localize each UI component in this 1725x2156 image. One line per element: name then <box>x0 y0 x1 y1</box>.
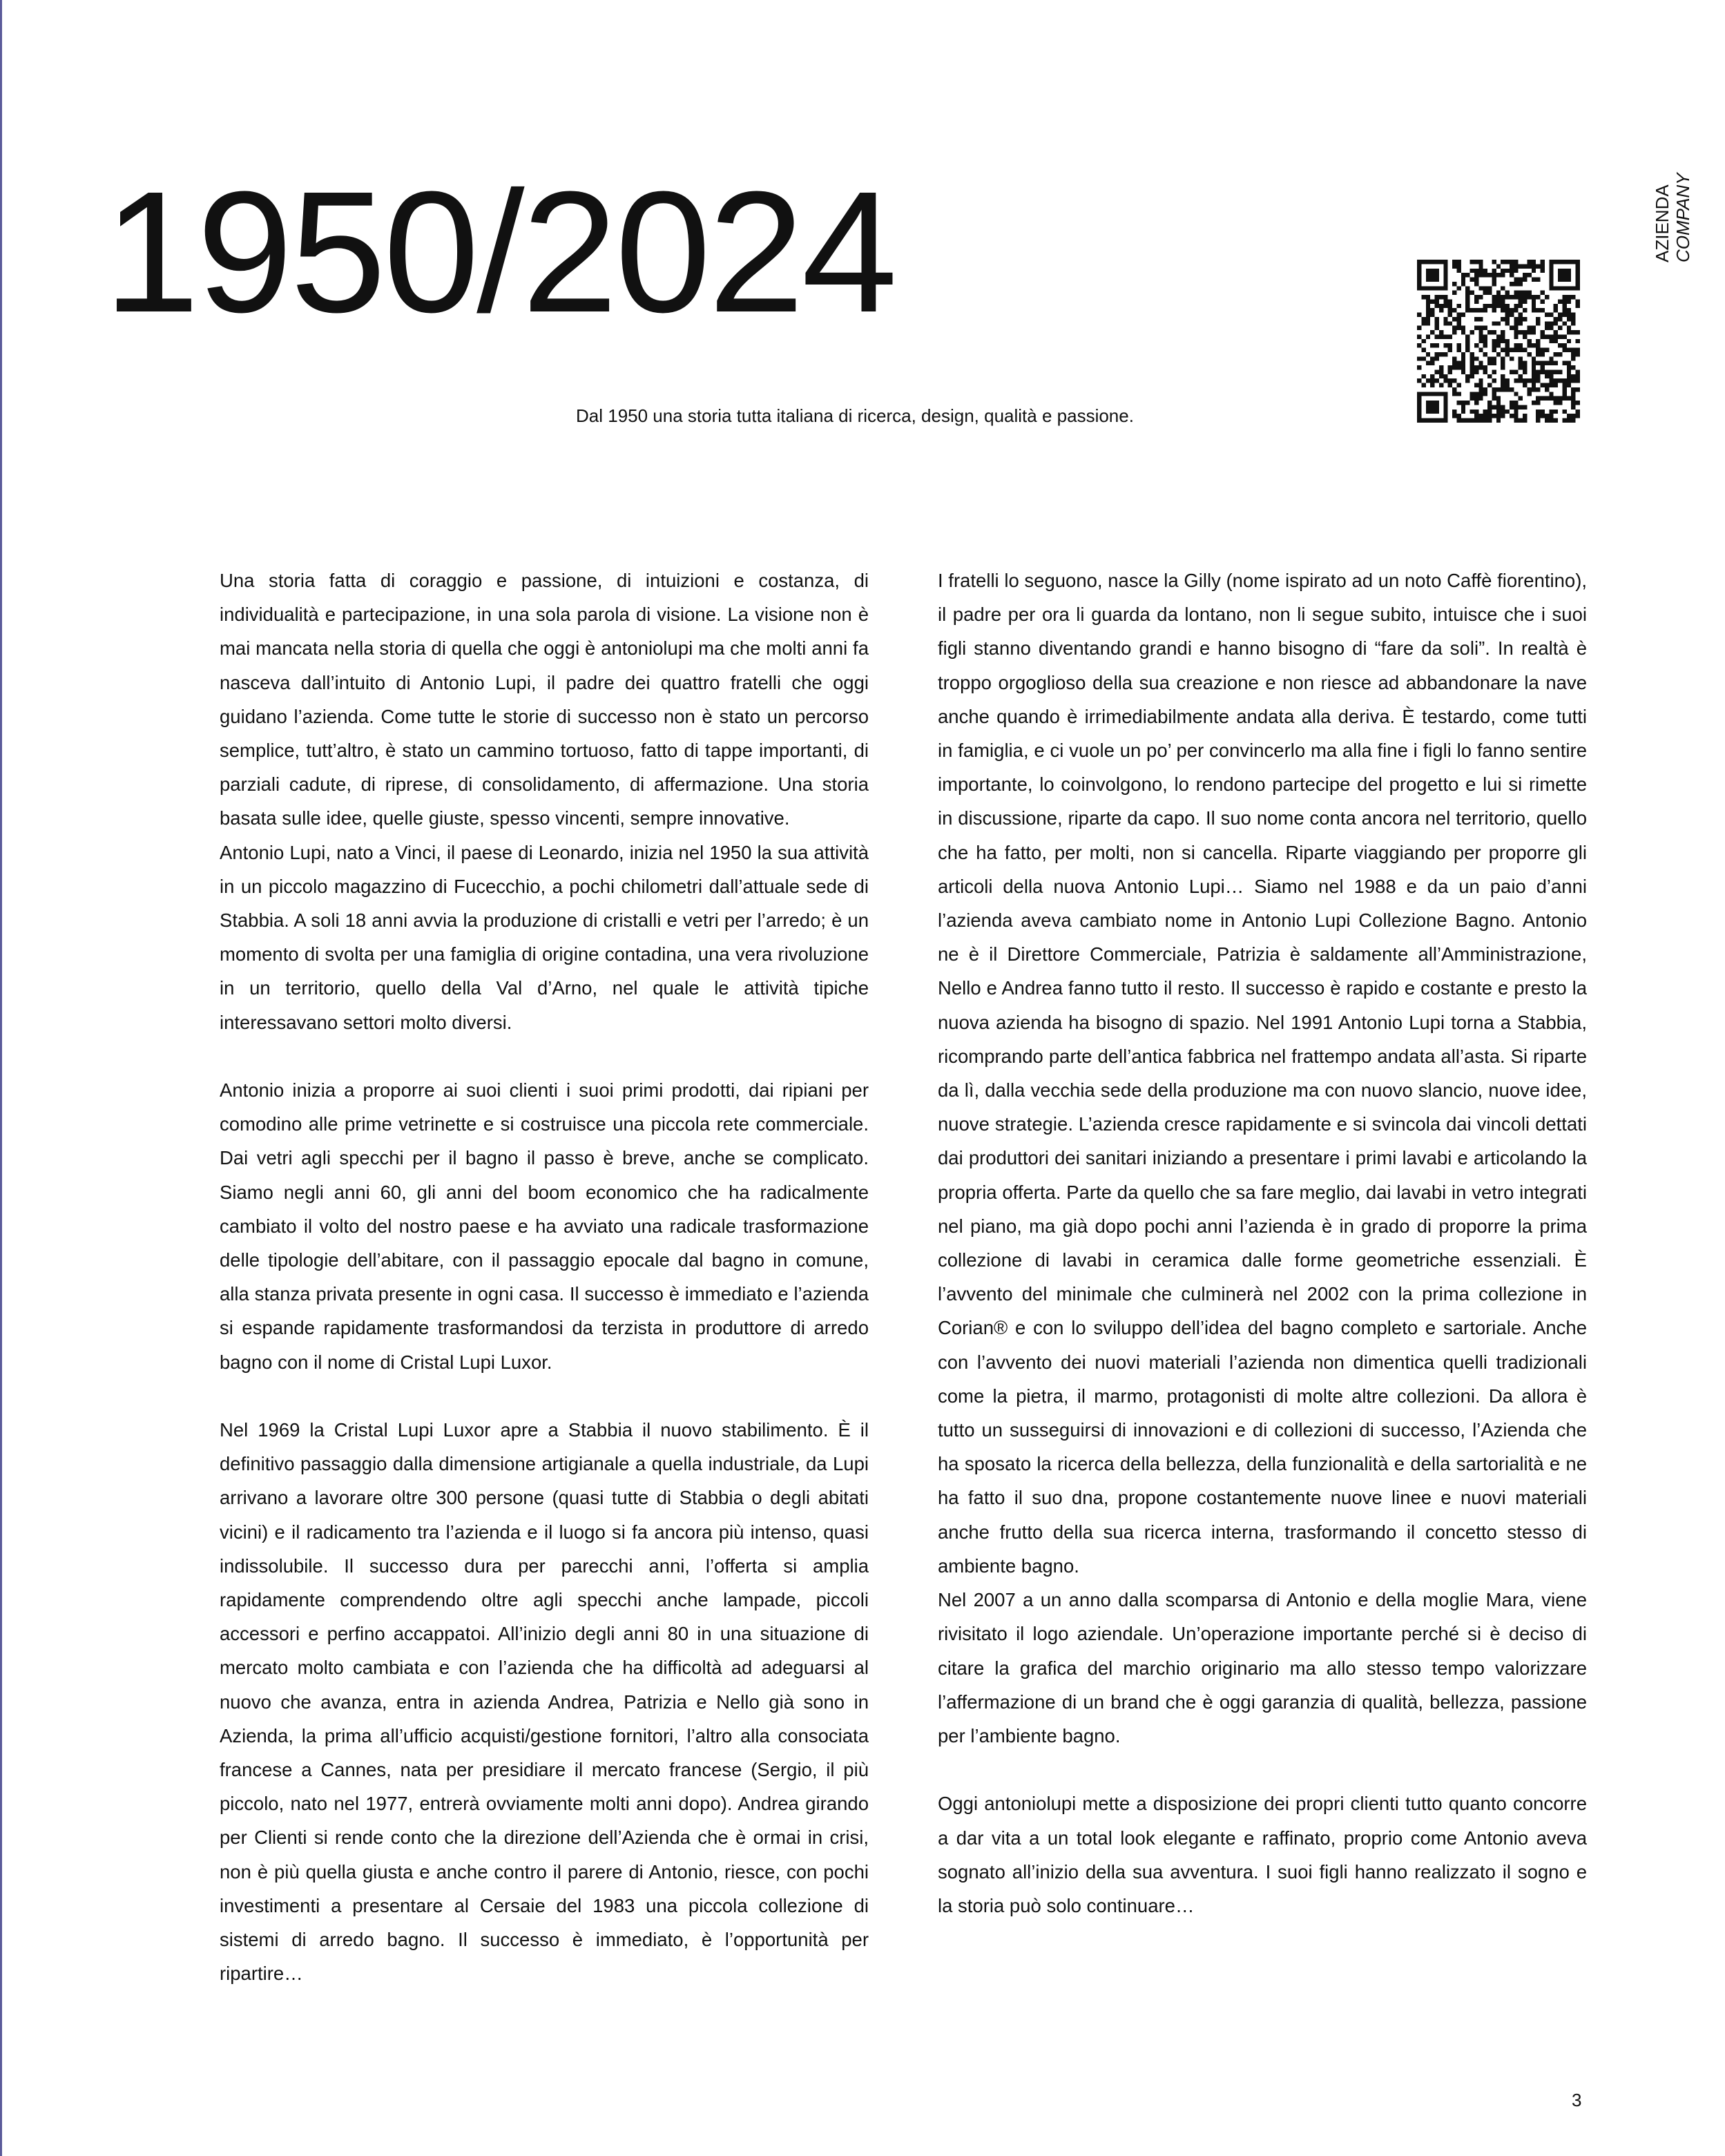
section-tag-english: COMPANY <box>1673 173 1693 262</box>
paragraph: Una storia fatta di coraggio e passione, di intuizioni e costanza, di individualità e partecipazione, in una sola parola di visione. La visione non è mai mancata nella storia di quella che oggi è antoniolupi ma che molti anni fa nasceva dall’intuito di Antonio Lupi, il padre dei quattro fratelli che oggi guidano l’azienda. Come tutte le storie di successo non è stato un percorso semplice, tutt’altro, è stato un cammino tortuoso, fatto di tappe importanti, di parziali cadute, di riprese, di consolidamento, di affermazione. Una storia basata sulle idee, quelle giuste, spesso vincenti, sempre innovative. <box>220 570 869 829</box>
page-number: 3 <box>1572 2090 1582 2110</box>
section-tag-italian: AZIENDA <box>1652 184 1673 262</box>
text-column-right <box>938 564 1587 1923</box>
section-tag <box>1652 171 1707 262</box>
paragraph: I fratelli lo seguono, nasce la Gilly (nome ispirato ad un noto Caffè fiorentino), il padre per ora li guarda da lontano, non li segue subito, intuisce che i suoi figli stanno diventando grandi e hanno bisogno di “fare da soli”. In realtà è troppo orgoglioso della sua creazione e non riesce ad abbandonare la nave anche quando è irrimediabilmente andata alla deriva. È testardo, come tutti in famiglia, e ci vuole un po’ per convincerlo ma alla fine i figli lo fanno sentire importante, lo coinvolgono, lo rendono partecipe del progetto e lui si rimette in discussione, riparte da capo. Il suo nome conta ancora nel territorio, quello che ha fatto, per molti, non si cancella. Riparte viaggiando per proporre gli articoli della nuova Antonio Lupi… Siamo nel 1988 e da un paio d’anni l’azienda aveva cambiato nome in Antonio Lupi Collezione Bagno. Antonio ne è il Direttore Commerciale, Patrizia è saldamente all’Amministrazione, Nello e Andrea fanno tutto il resto. Il successo è rapido e costante e presto la nuova azienda ha bisogno di spazio. Nel 1991 Antonio Lupi torna a Stabbia, ricomprando parte dell’antica fabbrica nel frattempo andata all’asta. Si riparte da lì, dalla vecchia sede della produzione ma con nuovo slancio, nuove idee, nuove strategie. L’azienda cresce rapidamente e si svincola dai vincoli dettati dai produttori dei sanitari iniziando a presentare i primi lavabi e articolando la propria offerta. Parte da quello che sa fare meglio, dai lavabi in vetro integrati nel piano, ma già dopo pochi anni l’azienda è in grado di proporre la prima collezione di lavabi in ceramica dalle forme geometriche essenziali. È l’avvento del minimale che culminerà nel 2002 con la prima collezione in Corian® e con lo sviluppo dell’idea del bagno completo e sartoriale. Anche con l’avvento dei nuovi materiali l’azienda non dimentica quelli tradizionali come la pietra, il marmo, protagonisti di molte altre collezioni. Da allora è tutto un susseguirsi di innovazioni e di collezioni di successo, l’Azienda che ha sposato la ricerca della bellezza, della funzionalità e della sartorialità e ne ha fatto il suo dna, propone costantemente nuove linee e nuovi materiali anche frutto della sua ricerca interna, trasformando il concetto stesso di ambiente bagno. <box>938 570 1587 1577</box>
text-column-left <box>220 564 869 1991</box>
page-edge-rule <box>0 0 2 2156</box>
page-subtitle: Dal 1950 una storia tutta italiana di ricerca, design, qualità e passione. <box>576 405 1134 426</box>
paragraph: Nel 1969 la Cristal Lupi Luxor apre a Stabbia il nuovo stabilimento. È il definitivo passaggio dalla dimensione artigianale a quella industriale, da Lupi arrivano a lavorare oltre 300 persone (quasi tutte di Stabbia o degli abitati vicini) e il radicamento tra l’azienda e il luogo si fa ancora più intenso, quasi indissolubile. Il successo dura per parecchi anni, l’offerta si amplia rapidamente comprendendo oltre agli specchi anche lampade, piccoli accessori e perfino accappatoi. All’inizio degli anni 80 in una situazione di mercato molto cambiata e con l’azienda che ha difficoltà ad adeguarsi al nuovo che avanza, entra in azienda Andrea, Patrizia e Nello già sono in Azienda, la prima all’ufficio acquisti/gestione fornitori, l’altro alla consociata francese a Cannes, nata per presidiare il mercato francese (Sergio, il più piccolo, nato nel 1977, entrerà ovviamente molti anni dopo). Andrea girando per Clienti si rende conto che la direzione dell’Azienda che è ormai in crisi, non è più quella giusta e anche contro il parere di Antonio, riesce, con pochi investimenti a presentare al Cersaie del 1983 una piccola collezione di sistemi di arredo bagno. Il successo è immediato, è l’opportunità per ripartire… <box>220 1419 869 1985</box>
paragraph: Antonio Lupi, nato a Vinci, il paese di Leonardo, inizia nel 1950 la sua attività in un piccolo magazzino di Fucecchio, a pochi chilometri dall’attuale sede di Stabbia. A soli 18 anni avvia la produzione di cristalli e vetri per l’arredo; è un momento di svolta per una famiglia di origine contadina, una vera rivoluzione in un territorio, quello della Val d’Arno, nel quale le attività tipiche interessavano settori molto diversi. <box>220 841 869 1033</box>
paragraph: Oggi antoniolupi mette a disposizione dei propri clienti tutto quanto concorre a dar vita a un total look elegante e raffinato, proprio come Antonio aveva sognato all’inizio della sua avventura. I suoi figli hanno realizzato il sogno e la storia può solo continuare… <box>938 1793 1587 1916</box>
qr-code-icon[interactable] <box>1417 260 1580 423</box>
page-title: 1950/2024 <box>104 155 895 348</box>
paragraph: Antonio inizia a proporre ai suoi clienti i suoi primi prodotti, dai ripiani per comodino alle prime vetrinette e si costruisce una piccola rete commerciale. Dai vetri agli specchi per il bagno il passo è breve, anche se complicato. Siamo negli anni 60, gli anni del boom economico che ha radicalmente cambiato il volto del nostro paese e ha avviato una radicale trasformazione delle tipologie dell’abitare, con il passaggio epocale dal bagno in comune, alla stanza privata presente in ogni casa. Il successo è immediato e l’azienda si espande rapidamente trasformandosi da terzista in produttore di arredo bagno con il nome di Cristal Lupi Luxor. <box>220 1079 869 1373</box>
qr-code-graphic <box>1417 260 1580 423</box>
paragraph: Nel 2007 a un anno dalla scomparsa di Antonio e della moglie Mara, viene rivisitato il logo aziendale. Un’operazione importante perché si è deciso di citare la grafica del marchio originario ma allo stesso tempo valorizzare l’affermazione di un brand che è oggi garanzia di qualità, bellezza, passione per l’ambiente bagno. <box>938 1589 1587 1746</box>
